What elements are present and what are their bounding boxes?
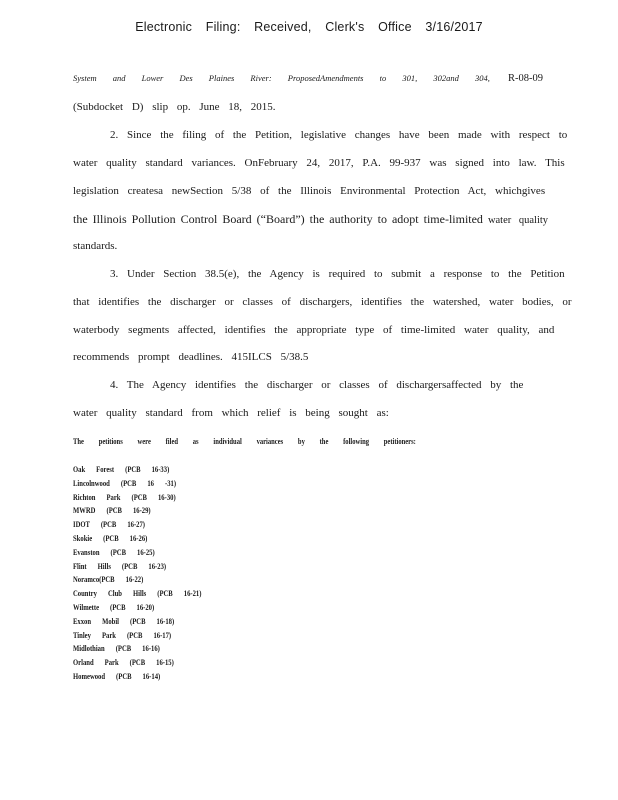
paragraph-3-line-3: waterbody segments affected, identifies the appropriate type of time-limited water quality, and [73, 324, 555, 336]
paragraph-4-line-2: water quality standard from which relief is being sought as: [73, 407, 389, 419]
paragraph-3-line-1: 3. Under Section 38.5(e), the Agency is required to submit a response to the Petition [110, 268, 565, 280]
list-item: Flint Hills (PCB 16-23) [73, 560, 167, 571]
paragraph-4-line-1: 4. The Agency identifies the discharger or classes of dischargersaffected by the [110, 379, 524, 391]
list-item: Evanston (PCB 16-25) [73, 546, 155, 557]
list-item: Tinley Park (PCB 16-17) [73, 629, 172, 640]
paragraph-2-line-1: 2. Since the filing of the Petition, legislative changes have been made with respect to [110, 129, 568, 141]
paragraph-2-line-5: standards. [73, 240, 118, 252]
list-item: Noramco(PCB 16-22) [73, 574, 144, 585]
petitioners-intro: The petitions were filed as individual variances by the following petitioners: [73, 437, 416, 446]
citation-docket: R-08-09 [507, 73, 543, 84]
list-item: Skokie (PCB 16-26) [73, 532, 148, 543]
citation-line-2: (Subdocket D) slip op. June 18, 2015. [73, 101, 276, 113]
list-item: Country Club Hills (PCB 16-21) [73, 588, 202, 599]
filing-stamp-header: Electronic Filing: Received, Clerk's Office 3/16/2017 [135, 20, 483, 34]
petitioners-list [73, 463, 238, 684]
paragraph-2-line-4-tail: water quality [487, 215, 549, 226]
list-item: Orland Park (PCB 16-15) [73, 657, 174, 668]
list-item: IDOT (PCB 16-27) [73, 519, 146, 530]
list-item: Wilmette (PCB 16-20) [73, 601, 155, 612]
list-item: Lincolnwood (PCB 16 -31) [73, 477, 177, 488]
citation-line [73, 73, 543, 84]
list-item: Midlothian (PCB 16-16) [73, 643, 160, 654]
list-item: MWRD (PCB 16-29) [73, 505, 151, 516]
paragraph-3-line-4: recommends prompt deadlines. 415ILCS 5/38.5 [73, 351, 309, 363]
paragraph-2-line-4-main: the Illinois Pollution Control Board (“Board”) the authority to adopt time-limited [73, 212, 483, 226]
list-item: Homewood (PCB 16-14) [73, 670, 161, 681]
paragraph-2-line-3: legislation createsa newSection 5/38 of the Illinois Environmental Protection Act, whichgives [73, 185, 546, 197]
paragraph-2-line-4 [73, 212, 548, 227]
paragraph-3-line-2: that identifies the discharger or classes of dischargers, identifies the watershed, water bodies, or [73, 296, 572, 308]
list-item: Exxon Mobil (PCB 16-18) [73, 615, 175, 626]
list-item: Richton Park (PCB 16-30) [73, 491, 176, 502]
list-item: Oak Forest (PCB 16-33) [73, 464, 170, 474]
paragraph-2-line-2: water quality standard variances. OnFebruary 24, 2017, P.A. 99-937 was signed into law. This [73, 157, 565, 169]
citation-italic-text: System and Lower Des Plaines River: ProposedAmendments to 301, 302and 304, [73, 73, 490, 83]
